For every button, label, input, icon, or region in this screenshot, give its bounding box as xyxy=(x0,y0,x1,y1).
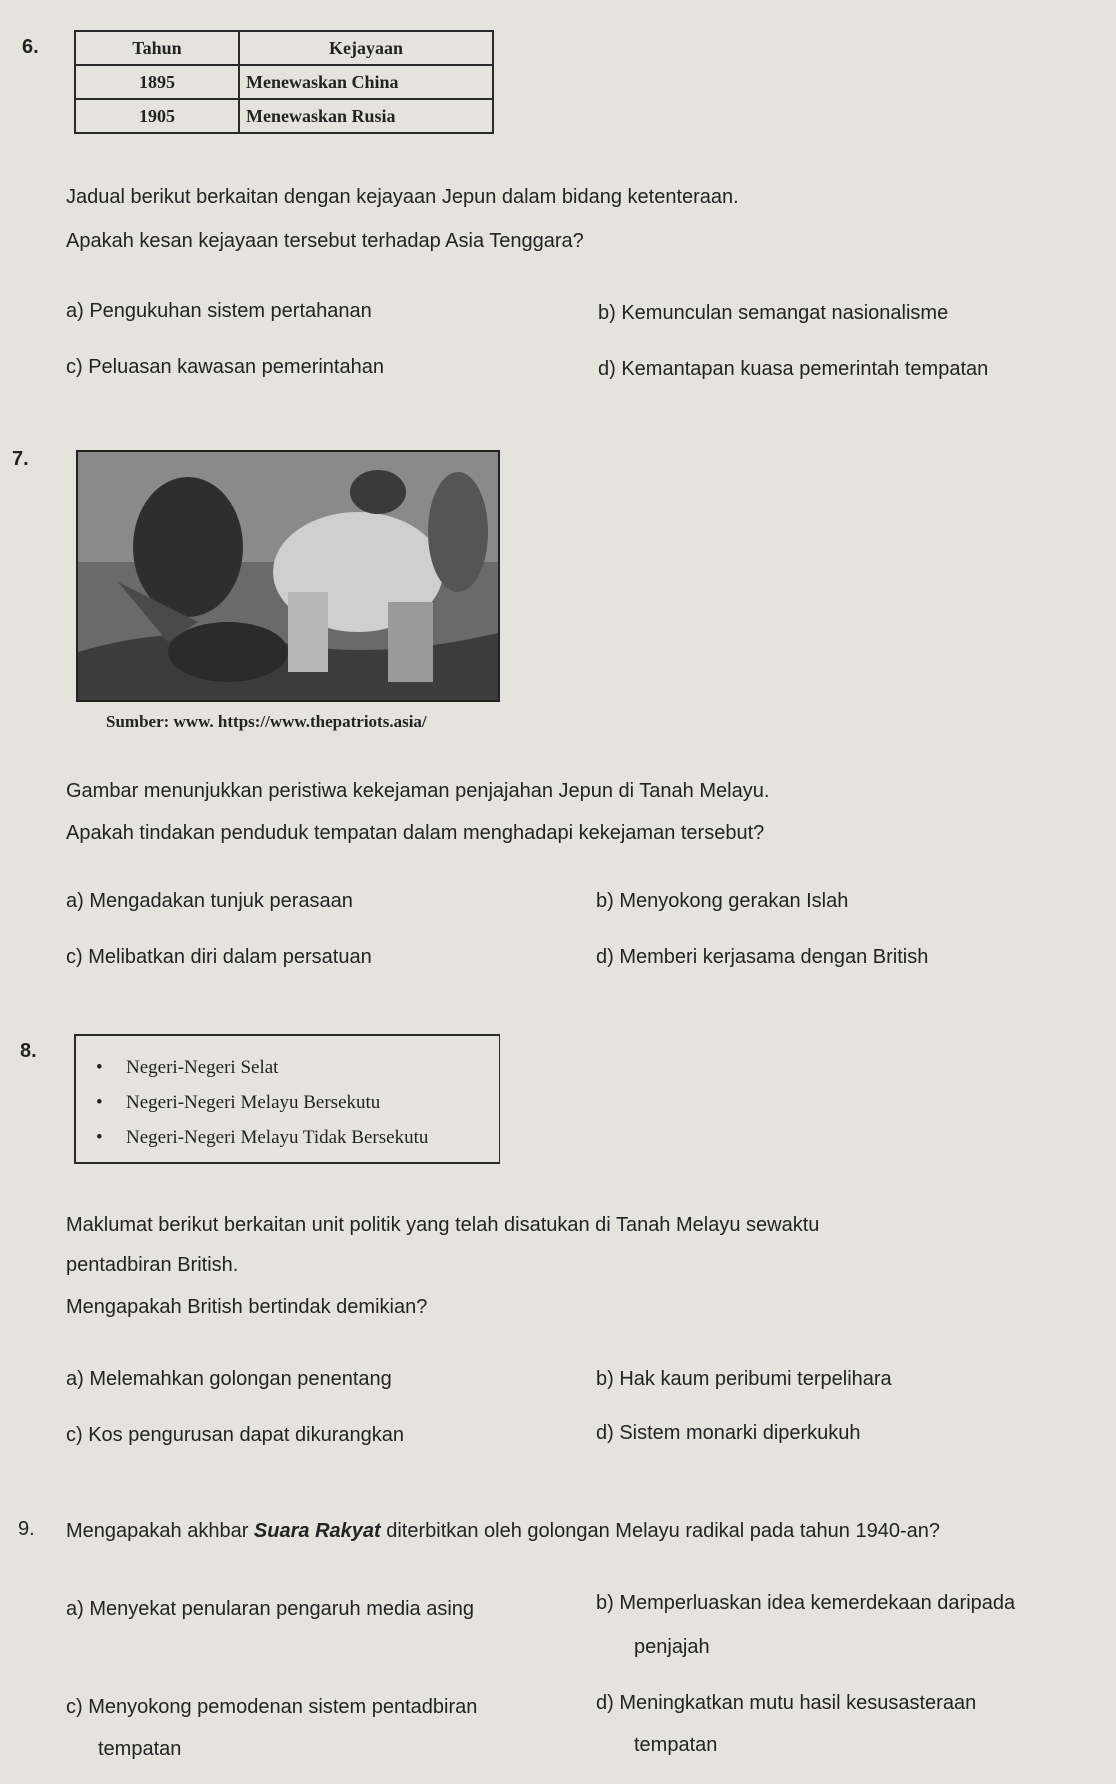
table-header-row xyxy=(75,31,493,65)
list-item: • Negeri-Negeri Melayu Tidak Bersekutu xyxy=(126,1120,499,1155)
q7-stem-line-2: Apakah tindakan penduduk tempatan dalam menghadapi kekejaman tersebut? xyxy=(66,822,765,844)
q9-stem-newspaper-title: Suara Rakyat xyxy=(253,1520,381,1542)
q7-photo xyxy=(76,450,500,702)
q7-option-c[interactable]: c) Melibatkan diri dalam persatuan xyxy=(66,946,372,968)
table-cell-achievement: Menewaskan Rusia xyxy=(239,99,493,133)
question-9-number: 9. xyxy=(18,1518,35,1540)
q7-stem-line-1: Gambar menunjukkan peristiwa kekejaman penjajahan Jepun di Tanah Melayu. xyxy=(66,780,770,802)
q9-stem-post: diterbitkan oleh golongan Melayu radikal pada tahun 1940-an? xyxy=(380,1520,940,1542)
question-6-number: 6. xyxy=(22,36,39,58)
list-item: • Negeri-Negeri Melayu Bersekutu xyxy=(126,1085,499,1120)
q9-stem xyxy=(66,1518,940,1544)
q8-option-a[interactable]: a) Melemahkan golongan penentang xyxy=(66,1368,392,1390)
question-7-number: 7. xyxy=(12,448,29,470)
q6-stem-line-2: Apakah kesan kejayaan tersebut terhadap Asia Tenggara? xyxy=(66,230,584,252)
q7-photo-source: Sumber: www. https://www.thepatriots.asia/ xyxy=(106,712,427,731)
q9-option-a[interactable]: a) Menyekat penularan pengaruh media asing xyxy=(66,1598,475,1620)
q8-option-c[interactable]: c) Kos pengurusan dapat dikurangkan xyxy=(66,1424,405,1446)
table-cell-year: 1905 xyxy=(75,99,239,133)
table-row xyxy=(75,65,493,99)
q6-option-a[interactable]: a) Pengukuhan sistem pertahanan xyxy=(66,300,372,322)
q8-stem-line-3: Mengapakah British bertindak demikian? xyxy=(66,1296,428,1318)
q6-option-c[interactable]: c) Peluasan kawasan pemerintahan xyxy=(66,356,384,378)
q8-bullet-list xyxy=(76,1036,499,1155)
q9-option-b-continued[interactable]: penjajah xyxy=(634,1636,710,1658)
q8-option-b[interactable]: b) Hak kaum peribumi terpelihara xyxy=(596,1368,892,1390)
q8-info-box xyxy=(74,1034,500,1164)
q6-option-b[interactable]: b) Kemunculan semangat nasionalisme xyxy=(598,302,949,324)
historical-photo-image xyxy=(78,452,500,702)
q8-option-d[interactable]: d) Sistem monarki diperkukuh xyxy=(596,1422,861,1444)
q9-stem-pre: Mengapakah akhbar xyxy=(66,1520,254,1542)
q7-option-a[interactable]: a) Mengadakan tunjuk perasaan xyxy=(66,890,353,912)
q9-option-d[interactable]: d) Meningkatkan mutu hasil kesusasteraan xyxy=(596,1692,977,1714)
table-header-kejayaan: Kejayaan xyxy=(239,31,493,65)
table-cell-achievement: Menewaskan China xyxy=(239,65,493,99)
q8-stem-line-2: pentadbiran British. xyxy=(66,1254,239,1276)
q9-option-d-continued[interactable]: tempatan xyxy=(634,1734,718,1756)
q7-option-d[interactable]: d) Memberi kerjasama dengan British xyxy=(596,946,929,968)
question-8-number: 8. xyxy=(20,1040,37,1062)
q9-option-b[interactable]: b) Memperluaskan idea kemerdekaan daripada xyxy=(596,1592,1016,1614)
list-item: • Negeri-Negeri Selat xyxy=(126,1050,499,1085)
q6-option-d[interactable]: d) Kemantapan kuasa pemerintah tempatan xyxy=(598,358,989,380)
q6-stem-line-1: Jadual berikut berkaitan dengan kejayaan Jepun dalam bidang ketenteraan. xyxy=(66,186,739,208)
q8-stem-line-1: Maklumat berikut berkaitan unit politik yang telah disatukan di Tanah Melayu sewaktu xyxy=(66,1214,820,1236)
table-row xyxy=(75,99,493,133)
q9-option-c-continued[interactable]: tempatan xyxy=(98,1738,182,1760)
q9-option-c[interactable]: c) Menyokong pemodenan sistem pentadbiran xyxy=(66,1696,478,1718)
table-cell-year: 1895 xyxy=(75,65,239,99)
table-header-tahun: Tahun xyxy=(75,31,239,65)
q6-table xyxy=(74,30,494,134)
q7-option-b[interactable]: b) Menyokong gerakan Islah xyxy=(596,890,849,912)
